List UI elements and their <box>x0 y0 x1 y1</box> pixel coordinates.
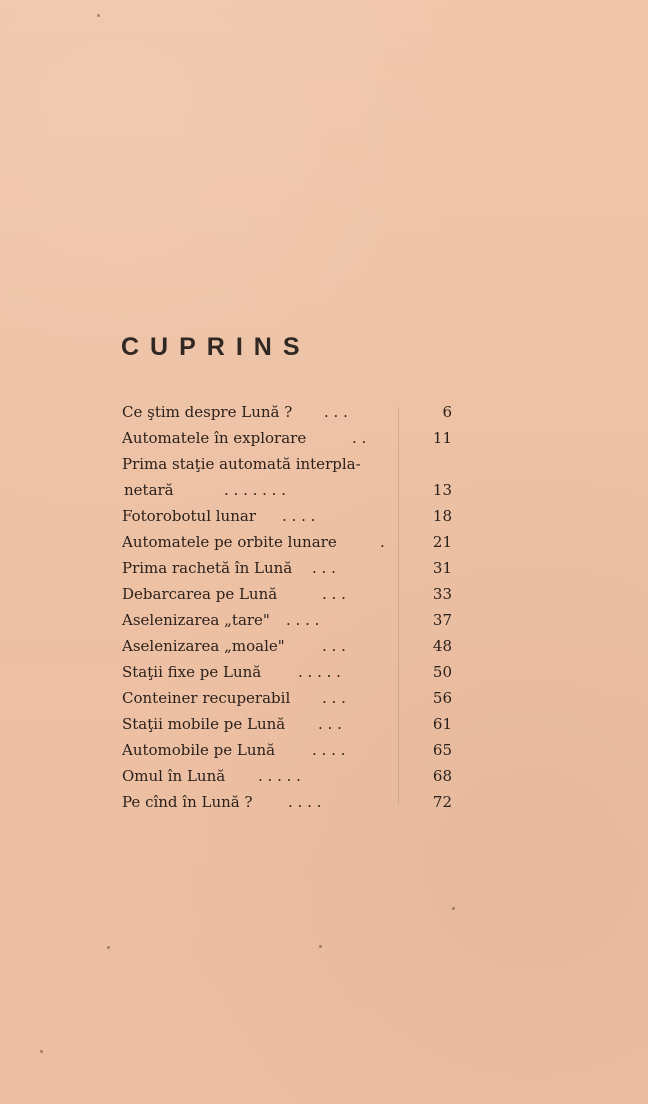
toc-entry-page: 21 <box>432 533 452 551</box>
toc-entry-title: Automobile pe Lună <box>122 741 276 759</box>
toc-entry-page: 48 <box>432 637 452 655</box>
toc-entry-leader: . . . <box>322 637 346 655</box>
toc-entry <box>122 607 452 633</box>
paper-speck <box>452 907 455 910</box>
toc-entry-title: Automatele în explorare <box>122 429 307 447</box>
toc-entry <box>122 763 452 789</box>
toc-entry-title: Aselenizarea „tare" <box>122 611 270 629</box>
toc-entry-title: Prima rachetă în Lună <box>122 559 293 577</box>
toc-entry-title: Fotorobotul lunar <box>122 507 256 525</box>
toc-entry <box>122 685 452 711</box>
toc-entry-title: Prima staţie automată interpla- <box>122 455 361 473</box>
paper-speck <box>107 946 110 949</box>
toc-entry-leader: . . . . . <box>258 767 301 785</box>
toc-entry-leader: . <box>380 533 385 551</box>
toc-entry <box>122 789 452 815</box>
toc-entry-title: Omul în Lună <box>122 767 226 785</box>
toc-entry-leader: . . . <box>322 689 346 707</box>
toc-entry <box>122 581 452 607</box>
toc-title: CUPRINS <box>121 333 311 361</box>
toc-entry <box>122 633 452 659</box>
toc-entry-page: 37 <box>432 611 452 629</box>
toc-entry-page: 50 <box>432 663 452 681</box>
toc-entry <box>122 477 452 503</box>
toc-entry-title: netară <box>124 481 174 499</box>
toc-entry-leader: . . . <box>312 559 336 577</box>
toc-entry-leader: . . . <box>318 715 342 733</box>
toc-entry-title: Pe cînd în Lună ? <box>122 793 253 811</box>
paper-speck <box>97 14 100 17</box>
toc-entry-leader: . . . . . . . <box>224 481 286 499</box>
toc-entry-page: 31 <box>432 559 452 577</box>
toc-entry <box>122 425 452 451</box>
toc-entry-leader: . . . . <box>282 507 316 525</box>
toc-entry-title: Debarcarea pe Lună <box>122 585 278 603</box>
toc-entry-leader: . . . . <box>288 793 322 811</box>
toc-entry-title: Automatele pe orbite lunare <box>122 533 337 551</box>
toc-entry-title: Conteiner recuperabil <box>122 689 291 707</box>
paper-speck <box>40 1050 43 1053</box>
toc-entry-page: 72 <box>432 793 452 811</box>
toc-entry-leader: . . . . . <box>298 663 341 681</box>
toc-entry-page: 13 <box>432 481 452 499</box>
toc-entry-title: Staţii fixe pe Lună <box>122 663 262 681</box>
toc-entry <box>122 399 452 425</box>
toc-entry-page: 33 <box>432 585 452 603</box>
toc-entry-leader: . . . <box>322 585 346 603</box>
toc-entry-page: 65 <box>432 741 452 759</box>
toc-entry-title: Aselenizarea „moale" <box>122 637 285 655</box>
toc-entry-page: 6 <box>442 403 452 421</box>
toc-entry <box>122 711 452 737</box>
toc-entry-page: 61 <box>432 715 452 733</box>
toc-entry-page: 56 <box>432 689 452 707</box>
toc-entry <box>122 451 452 477</box>
toc-entry-title: Staţii mobile pe Lună <box>122 715 286 733</box>
toc-entry-leader: . . . . <box>312 741 346 759</box>
toc-entry-title: Ce ştim despre Lună ? <box>122 403 293 421</box>
toc-entry <box>122 659 452 685</box>
toc-entry-leader: . . . <box>324 403 348 421</box>
toc-entry <box>122 737 452 763</box>
toc-entry <box>122 529 452 555</box>
toc-entry <box>122 503 452 529</box>
paper-speck <box>319 945 322 948</box>
toc-entry-leader: . . <box>352 429 367 447</box>
toc-entry-page: 11 <box>432 429 452 447</box>
toc-entry <box>122 555 452 581</box>
toc-entry-page: 18 <box>432 507 452 525</box>
toc-entry-page: 68 <box>432 767 452 785</box>
toc-entry-leader: . . . . <box>286 611 320 629</box>
